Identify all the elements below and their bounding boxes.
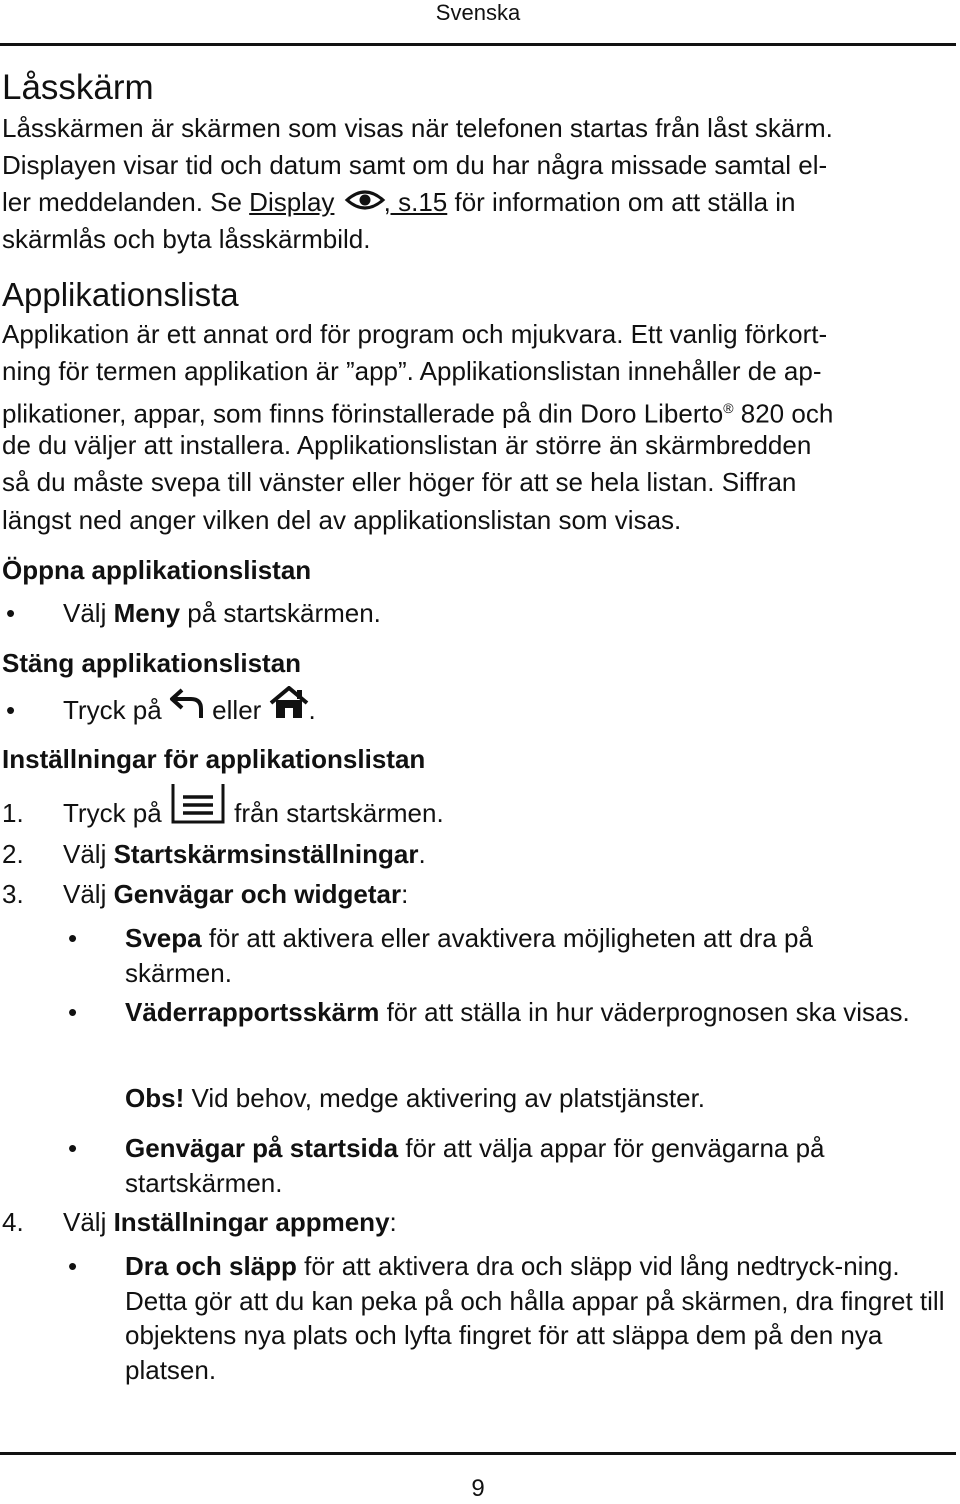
home-shortcuts-term: Genvägar på startsida xyxy=(125,1133,399,1163)
open-list-instruction xyxy=(63,596,381,630)
step-1-text xyxy=(63,796,444,834)
drag-drop-desc: för att aktivera dra och släpp vid lång nedtryck-ning. Detta gör att du kan peka på och hålla appar på skärmen, dra fingret till objektens nya plats och lyfta fingret för att släppa dem på den nya platsen. xyxy=(125,1251,945,1385)
bullet: • xyxy=(68,1133,78,1163)
lock-screen-line-2: Displayen visar tid och datum samt om du har några missade samtal el- xyxy=(2,150,828,180)
drag-drop-term: Dra och släpp xyxy=(125,1251,297,1281)
step-number-3: 3. xyxy=(2,879,24,909)
app-list-line-3 xyxy=(2,391,833,431)
note-label: Obs! xyxy=(125,1083,185,1113)
page-header-language: Svenska xyxy=(435,0,521,25)
step-1-post: från startskärmen. xyxy=(226,798,444,828)
bullet: • xyxy=(68,923,78,953)
menu-icon xyxy=(169,782,227,834)
step-4-post: : xyxy=(389,1207,397,1237)
page-15-link[interactable]: , s.15 xyxy=(383,187,448,217)
back-arrow-icon xyxy=(169,686,205,728)
weather-term: Väderrapportsskärm xyxy=(125,997,380,1027)
bullet: • xyxy=(6,695,16,725)
lock-screen-line-1: Låsskärmen är skärmen som visas när telefonen startas från låst skärm. xyxy=(2,113,833,143)
bullet: • xyxy=(6,598,16,628)
home-settings-term: Startskärmsinställningar xyxy=(113,839,419,869)
step-number-1: 1. xyxy=(2,798,24,828)
swipe-desc: för att aktivera eller avaktivera möjligheten att dra på skärmen. xyxy=(125,923,813,988)
app-menu-settings-term: Inställningar appmeny xyxy=(113,1207,390,1237)
section-title-app-list: Applikationslista xyxy=(2,276,239,313)
home-icon xyxy=(269,686,309,728)
app-list-line-4: de du väljer att installera. Applikationslistan är större än skärmbredden xyxy=(2,430,812,460)
swipe-term: Svepa xyxy=(125,923,202,953)
step-3-pre: Välj xyxy=(63,879,114,909)
home-shortcuts-desc: för att välja appar för genvägarna på startskärmen. xyxy=(125,1133,825,1198)
bullet: • xyxy=(68,997,78,1027)
app-list-line-6: längst ned anger vilken del av applikationslistan som visas. xyxy=(2,505,682,535)
shortcuts-widgets-term: Genvägar och widgetar xyxy=(113,879,402,909)
app-list-line-3-tail: 820 och xyxy=(733,398,834,429)
display-link[interactable]: Display xyxy=(249,187,335,217)
header-divider xyxy=(0,43,956,46)
app-list-line-5: så du måste svepa till vänster eller höger för att se hela listan. Siffran xyxy=(2,467,797,497)
registered-mark: ® xyxy=(723,400,734,416)
step-1-pre: Tryck på xyxy=(63,798,169,828)
lock-screen-line-4: skärmlås och byta låsskärmbild. xyxy=(2,224,371,254)
subsection-title-open-list: Öppna applikationslistan xyxy=(2,555,312,585)
list-item-home-shortcuts xyxy=(125,1131,925,1200)
section-title-lock-screen: Låsskärm xyxy=(2,68,154,107)
list-item-drag-drop xyxy=(125,1249,953,1387)
menu-term: Meny xyxy=(113,598,181,628)
close-list-post: . xyxy=(308,695,316,725)
footer-divider xyxy=(0,1452,956,1455)
step-3-text xyxy=(63,877,408,911)
list-item-weather xyxy=(125,995,935,1030)
step-2-post: . xyxy=(418,839,426,869)
lock-screen-line-3 xyxy=(2,185,796,221)
open-list-pre: Välj xyxy=(63,598,114,628)
step-3-post: : xyxy=(401,879,409,909)
subsection-title-close-list: Stäng applikationslistan xyxy=(2,648,302,678)
eye-icon xyxy=(344,187,386,221)
step-number-2: 2. xyxy=(2,839,24,869)
step-4-text xyxy=(63,1205,397,1239)
step-2-pre: Välj xyxy=(63,839,114,869)
weather-desc: för att ställa in hur väderprognosen ska visas. xyxy=(379,997,910,1027)
page-number: 9 xyxy=(471,1475,485,1502)
open-list-post: på startskärmen. xyxy=(180,598,381,628)
bullet: • xyxy=(68,1251,78,1281)
subsection-title-settings: Inställningar för applikationslistan xyxy=(2,744,426,774)
app-list-line-3-text: plikationer, appar, som finns förinstallerade på din Doro Liberto xyxy=(2,398,724,429)
lock-screen-line-3-pre: ler meddelanden. Se xyxy=(2,187,250,217)
close-list-mid: eller xyxy=(204,695,269,725)
list-item-swipe xyxy=(125,921,925,990)
close-list-pre: Tryck på xyxy=(63,695,169,725)
step-number-4: 4. xyxy=(2,1207,24,1237)
close-list-instruction xyxy=(63,693,316,728)
note-text: Vid behov, medge aktivering av platstjänster. xyxy=(184,1083,706,1113)
note xyxy=(125,1081,705,1115)
step-4-pre: Välj xyxy=(63,1207,114,1237)
app-list-line-2: ning för termen applikation är ”app”. Applikationslistan innehåller de ap- xyxy=(2,356,822,386)
step-2-text xyxy=(63,837,426,871)
lock-screen-line-3-post: för information om att ställa in xyxy=(447,187,796,217)
app-list-line-1: Applikation är ett annat ord för program och mjukvara. Ett vanlig förkort- xyxy=(2,319,828,349)
